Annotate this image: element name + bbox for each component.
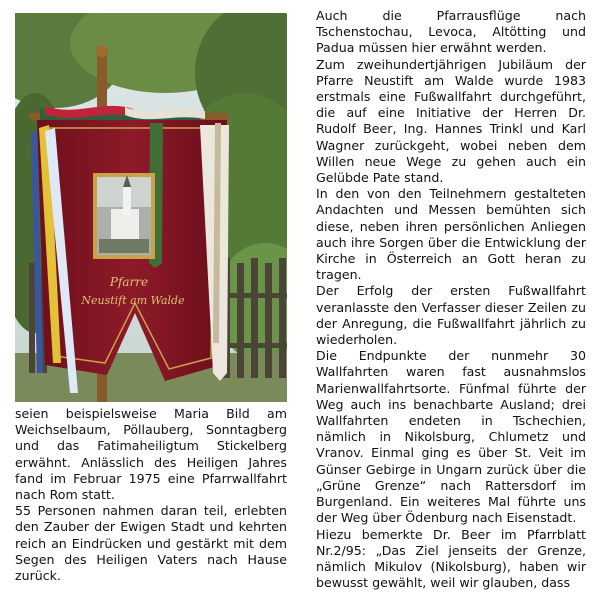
banner-text-pfarre: Pfarre [109, 275, 149, 289]
paragraph: Hiezu bemerkte Dr. Beer im Pfarrblatt Nr.2/95: „Das Ziel jenseits der Grenze, nämlich Mikulov (Nikolsburg), haben wir bewusst gewählt, weil wir glauben, dass [316, 526, 586, 591]
right-text-column [316, 8, 586, 591]
paragraph: Die Endpunkte der nunmehr 30 Wallfahrten waren fast ausnahmslos Marienwallfahrtsorte. Fünfmal führte der Weg auch ins benachbarte Ausland; drei Wallfahrten endeten in Tschechien, nämlich in Nikolsburg, Chlumetz und Vranov. Einmal ging es über St. Veit im Günser Gebirge in Ungarn zurück über die „Grüne Grenze“ nach Rattersdorf im Burgenland. Ein weiteres Mal führte uns der Weg über Ödenburg nach Eisenstadt. [316, 348, 586, 526]
paragraph: Zum zweihundertjährigen Jubiläum der Pfarre Neustift am Walde wurde 1983 erstmals eine Fußwallfahrt durchgeführt, die auf eine Initiative der Herren Dr. Rudolf Beer, Ing. Hannes Trinkl und Karl Wagner zurückgeht, wobei neben dem Willen neue Wege zu gehen auch ein Gelübde Pate stand. [316, 56, 586, 186]
paragraph: In den von den Teilnehmern gestalteten Andachten und Messen bemühten sich diese, neben ihren persönlichen Anliegen auch ihre Sorgen über die Entwicklung der Kirche in Österreich an Gott heran zu tragen. [316, 186, 586, 283]
left-text-column [15, 406, 287, 584]
paragraph: Auch die Pfarrausflüge nach Tschenstochau, Levoca, Altötting und Padua müssen hier erwähnt werden. [316, 8, 586, 56]
photo-pfarre-banner [15, 13, 287, 402]
banner-text-neustift: Neustift am Walde [81, 294, 185, 307]
paragraph: seien beispielsweise Maria Bild am Weichselbaum, Pöllauberg, Sonntagberg und das Fatimaheiligtum Stickelberg erwähnt. Anlässlich des Heiligen Jahres fand im Februar 1975 eine Pfarrwallfahrt nach Rom statt. [15, 406, 287, 503]
banner-photo-illustration [15, 13, 287, 402]
paragraph: Der Erfolg der ersten Fußwallfahrt veranlasste den Verfasser dieser Zeilen zu der Anregung, die Fußwallfahrt jährlich zu wiederholen. [316, 283, 586, 348]
paragraph: 55 Personen nahmen daran teil, erlebten den Zauber der Ewigen Stadt und kehrten reich an Eindrücken und gestärkt mit dem Segen des Heiligen Vaters nach Hause zurück. [15, 503, 287, 584]
